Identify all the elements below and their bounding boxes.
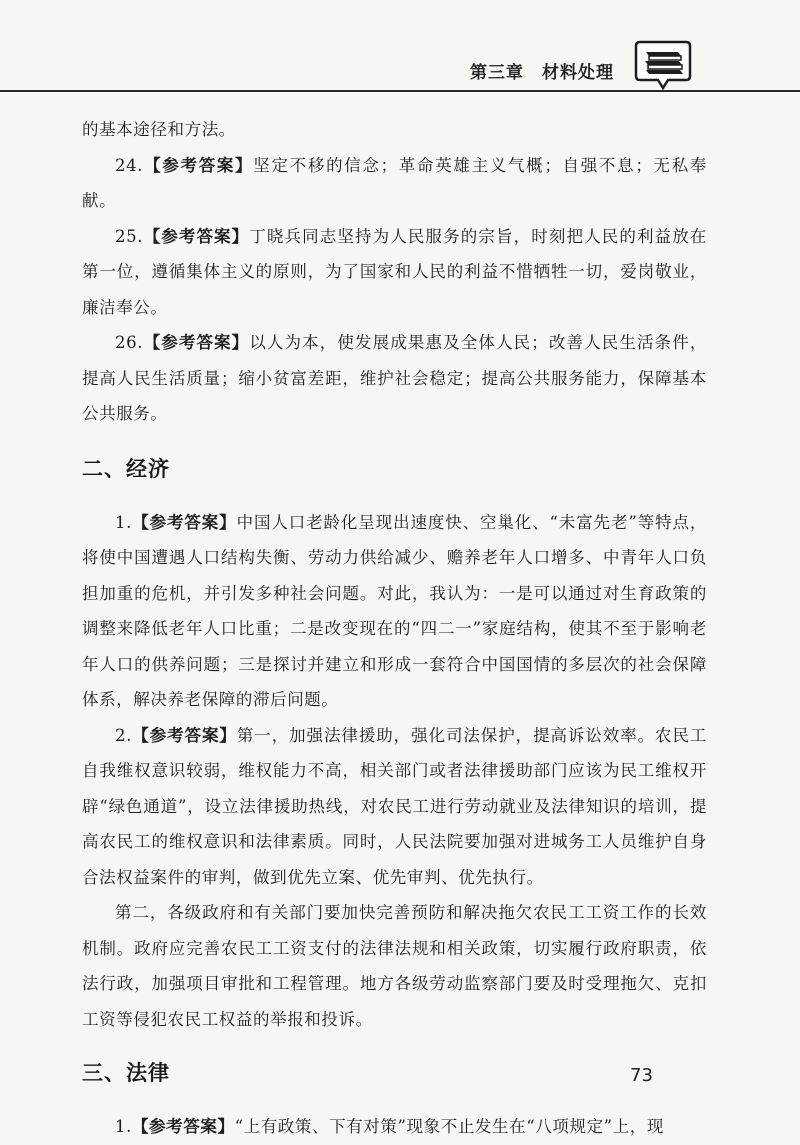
answer-24 bbox=[82, 148, 707, 219]
chapter-title: 第三章 材料处理 bbox=[470, 63, 614, 83]
answer-number: 25. bbox=[115, 226, 144, 246]
answer-text: 丁晓兵同志坚持为人民服务的宗旨，时刻把人民的利益放在第一位，遵循集体主义的原则，为了国家和人民的利益不惜牺牲一切，爱岗敬业，廉洁奉公。 bbox=[82, 226, 707, 317]
paragraph-continuation: 的基本途径和方法。 bbox=[82, 120, 236, 139]
answer-text: 中国人口老龄化呈现出速度快、空巢化、“未富先老”等特点，将使中国遭遇人口结构失衡、劳动力供给减少、赡养老年人口增多、中青年人口负担加重的危机，并引发多种社会问题。对此，我认为：一是可以通过对生育政策的调整来降低老年人口比重；二是改变现在的“四二一”家庭结构，使其不至于影响老年人口的供养问题；三是探讨并建立和形成一套符合中国国情的多层次的社会保障体系，解决养老保障的滞后问题。 bbox=[82, 512, 708, 709]
page-body bbox=[82, 112, 707, 1145]
answer-label: 【参考答案】 bbox=[143, 226, 250, 246]
answer-number: 24. bbox=[115, 155, 144, 175]
answer-label: 【参考答案】 bbox=[131, 1117, 235, 1136]
answer-label: 【参考答案】 bbox=[143, 333, 250, 352]
answer-26 bbox=[82, 325, 707, 432]
books-icon bbox=[634, 40, 692, 90]
answer-economy-2-continued: 第二，各级政府和有关部门要加快完善预防和解决拖欠农民工工资工作的长效机制。政府应完善农民工工资支付的法律法规和相关政策，切实履行政府职责，依法行政，加强项目审批和工程管理。地方各级劳动监察部门要及时受理拖欠、克扣工资等侵犯农民工权益的举报和投诉。 bbox=[82, 903, 707, 1029]
answer-text: 以人为本，使发展成果惠及全体人民；改善人民生活条件，提高人民生活质量；缩小贫富差距，维护社会稳定；提高公共服务能力，保障基本公共服务。 bbox=[82, 333, 707, 423]
answer-number: 26. bbox=[115, 333, 144, 352]
answer-25 bbox=[82, 219, 707, 326]
answer-text: “上有政策、下有对策”现象不止发生在“八项规定”上，现 bbox=[234, 1117, 665, 1136]
answer-law-1 bbox=[82, 1109, 707, 1145]
answer-number: 1. bbox=[115, 512, 132, 532]
section-heading-law: 三、法律 bbox=[82, 1061, 170, 1085]
answer-number: 1. bbox=[115, 1117, 132, 1136]
answer-label: 【参考答案】 bbox=[143, 155, 254, 175]
answer-label: 【参考答案】 bbox=[131, 512, 237, 532]
page-number: 73 bbox=[630, 1065, 653, 1086]
header-rule bbox=[0, 90, 800, 92]
section-heading-economy: 二、经济 bbox=[82, 456, 170, 481]
answer-text: 坚定不移的信念；革命英雄主义气概；自强不息；无私奉献。 bbox=[82, 155, 707, 210]
answer-economy-1 bbox=[82, 505, 707, 718]
answer-label: 【参考答案】 bbox=[131, 725, 237, 745]
running-header bbox=[0, 0, 800, 100]
answer-number: 2. bbox=[115, 725, 132, 745]
answer-text: 第一，加强法律援助，强化司法保护，提高诉讼效率。农民工自我维权意识较弱，维权能力不高，相关部门或者法律援助部门应该为民工维权开辟“绿色通道”，设立法律援助热线，对农民工进行劳动就业及法律知识的培训，提高农民工的维权意识和法律素质。同时，人民法院要加强对进城务工人员维护自身合法权益案件的审判，做到优先立案、优先审判、优先执行。 bbox=[82, 725, 708, 887]
answer-economy-2 bbox=[82, 718, 707, 896]
